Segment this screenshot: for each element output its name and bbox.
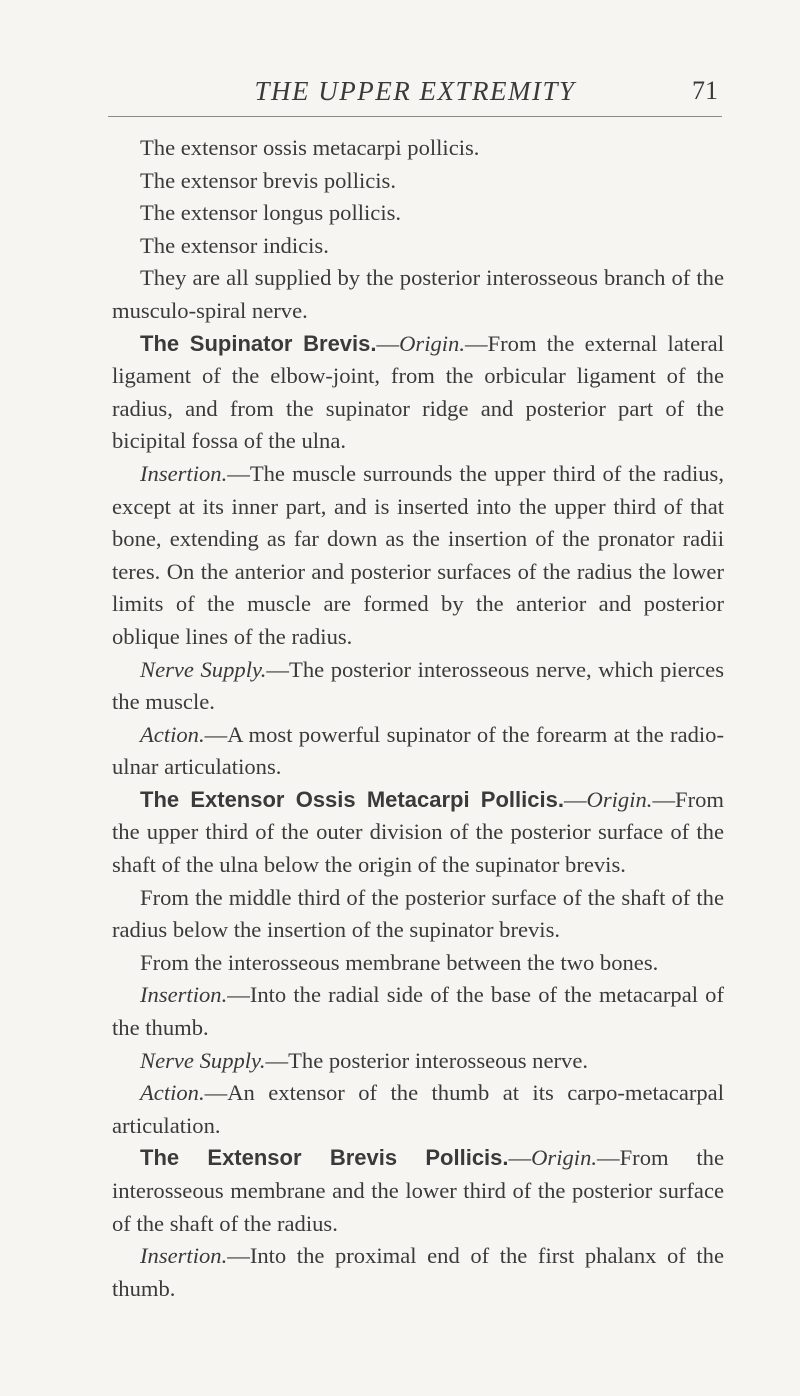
origin-label: Origin. <box>399 330 465 356</box>
list-item: The extensor brevis pollicis. <box>140 167 396 193</box>
supply-paragraph: They are all supplied by the posterior interosseous branch of the musculo-spiral nerve. <box>112 265 724 323</box>
supinator-insertion-paragraph: Insertion.—The muscle surrounds the upper third of the radius, except at its inner part, and is inserted into the upper third of that bone, extending as far down as the insertion of the pronator radii teres. On the anterior and posterior surfaces of the radius the lower limits of the muscle are formed by the anterior and posterior oblique lines of the radius. <box>112 460 724 649</box>
list-item: The extensor ossis metacarpi pollicis. <box>140 135 480 160</box>
list-item: The extensor longus pollicis. <box>140 200 402 226</box>
supinator-heading: The Supinator Brevis. <box>140 330 377 356</box>
insertion-label: Insertion. <box>140 460 228 486</box>
nerve-label: Nerve Supply. <box>140 656 267 682</box>
origin-label: Origin. <box>531 1145 598 1171</box>
brevis-origin-paragraph: The Extensor Brevis Pollicis.—Origin.—From the interosseous membrane and the lower third of the posterior surface of the shaft of the radius. <box>112 1145 724 1236</box>
supinator-nerve-paragraph: Nerve Supply.—The posterior interosseous nerve, which pierces the muscle. <box>112 656 724 715</box>
list-item: The extensor indicis. <box>140 232 329 258</box>
action-label: Action. <box>140 1080 205 1106</box>
metacarpi-heading: The Extensor Ossis Metacarpi Pollicis. <box>140 786 564 812</box>
metacarpi-origin-paragraph: The Extensor Ossis Metacarpi Pollicis.—Origin.—From the upper third of the outer division of the posterior surface of the shaft of the ulna below the origin of the supinator brevis. <box>112 786 724 878</box>
metacarpi-from3-paragraph: From the interosseous membrane between the two bones. <box>140 949 659 975</box>
supinator-origin-paragraph: The Supinator Brevis.—Origin.—From the external lateral ligament of the elbow-joint, from the orbicular ligament of the radius, and from the supinator ridge and posterior part of the bicipital fossa of the ulna. <box>112 330 724 454</box>
nerve-label: Nerve Supply. <box>140 1047 266 1073</box>
origin-text: From the upper third of the outer division of the posterior surface of the shaft of the ulna below the origin of the supinator brevis. <box>112 786 724 878</box>
insertion-text: The muscle surrounds the upper third of the radius, except at its inner part, and is inserted into the upper third of that bone, extending as far down as the insertion of the pronator radii teres. On the anterior and posterior surfaces of the radius the lower limits of the muscle are formed by the anterior and posterior oblique lines of the radius. <box>112 460 724 649</box>
metacarpi-action-paragraph: Action.—An extensor of the thumb at its carpo-metacarpal articulation. <box>112 1080 724 1138</box>
action-text: A most powerful supinator of the forearm at the radio-ulnar articulations. <box>112 721 724 780</box>
nerve-text: The posterior interosseous nerve, which pierces the muscle. <box>112 656 724 715</box>
metacarpi-insertion-paragraph: Insertion.—Into the radial side of the base of the metacarpal of the thumb. <box>112 982 724 1041</box>
insertion-label: Insertion. <box>140 1243 228 1269</box>
page-header <box>108 76 722 117</box>
nerve-text: The posterior interosseous nerve. <box>288 1047 589 1073</box>
brevis-heading: The Extensor Brevis Pollicis. <box>140 1145 509 1171</box>
page-number: 71 <box>692 76 718 105</box>
origin-text: From the interosseous membrane and the lower third of the posterior surface of the shaft of the radius. <box>112 1145 724 1236</box>
supinator-action-paragraph: Action.—A most powerful supinator of the forearm at the radio-ulnar articulations. <box>112 721 724 780</box>
origin-text: From the external lateral ligament of the elbow-joint, from the orbicular ligament of the radius, and from the supinator ridge and posterior part of the bicipital fossa of the ulna. <box>112 330 724 454</box>
body-text <box>112 132 724 1305</box>
action-label: Action. <box>140 721 205 747</box>
running-title: THE UPPER EXTREMITY <box>254 76 576 106</box>
metacarpi-nerve-paragraph: Nerve Supply.—The posterior interosseous nerve. <box>140 1047 589 1073</box>
metacarpi-from2-paragraph: From the middle third of the posterior surface of the shaft of the radius below the insertion of the supinator brevis. <box>112 884 724 943</box>
brevis-insertion-paragraph: Insertion.—Into the proximal end of the first phalanx of the thumb. <box>112 1243 724 1301</box>
insertion-text: Into the radial side of the base of the metacarpal of the thumb. <box>112 982 724 1041</box>
insertion-label: Insertion. <box>140 982 228 1008</box>
origin-label: Origin. <box>586 786 653 812</box>
action-text: An extensor of the thumb at its carpo-metacarpal articulation. <box>112 1080 724 1138</box>
insertion-text: Into the proximal end of the first phalanx of the thumb. <box>112 1243 724 1301</box>
